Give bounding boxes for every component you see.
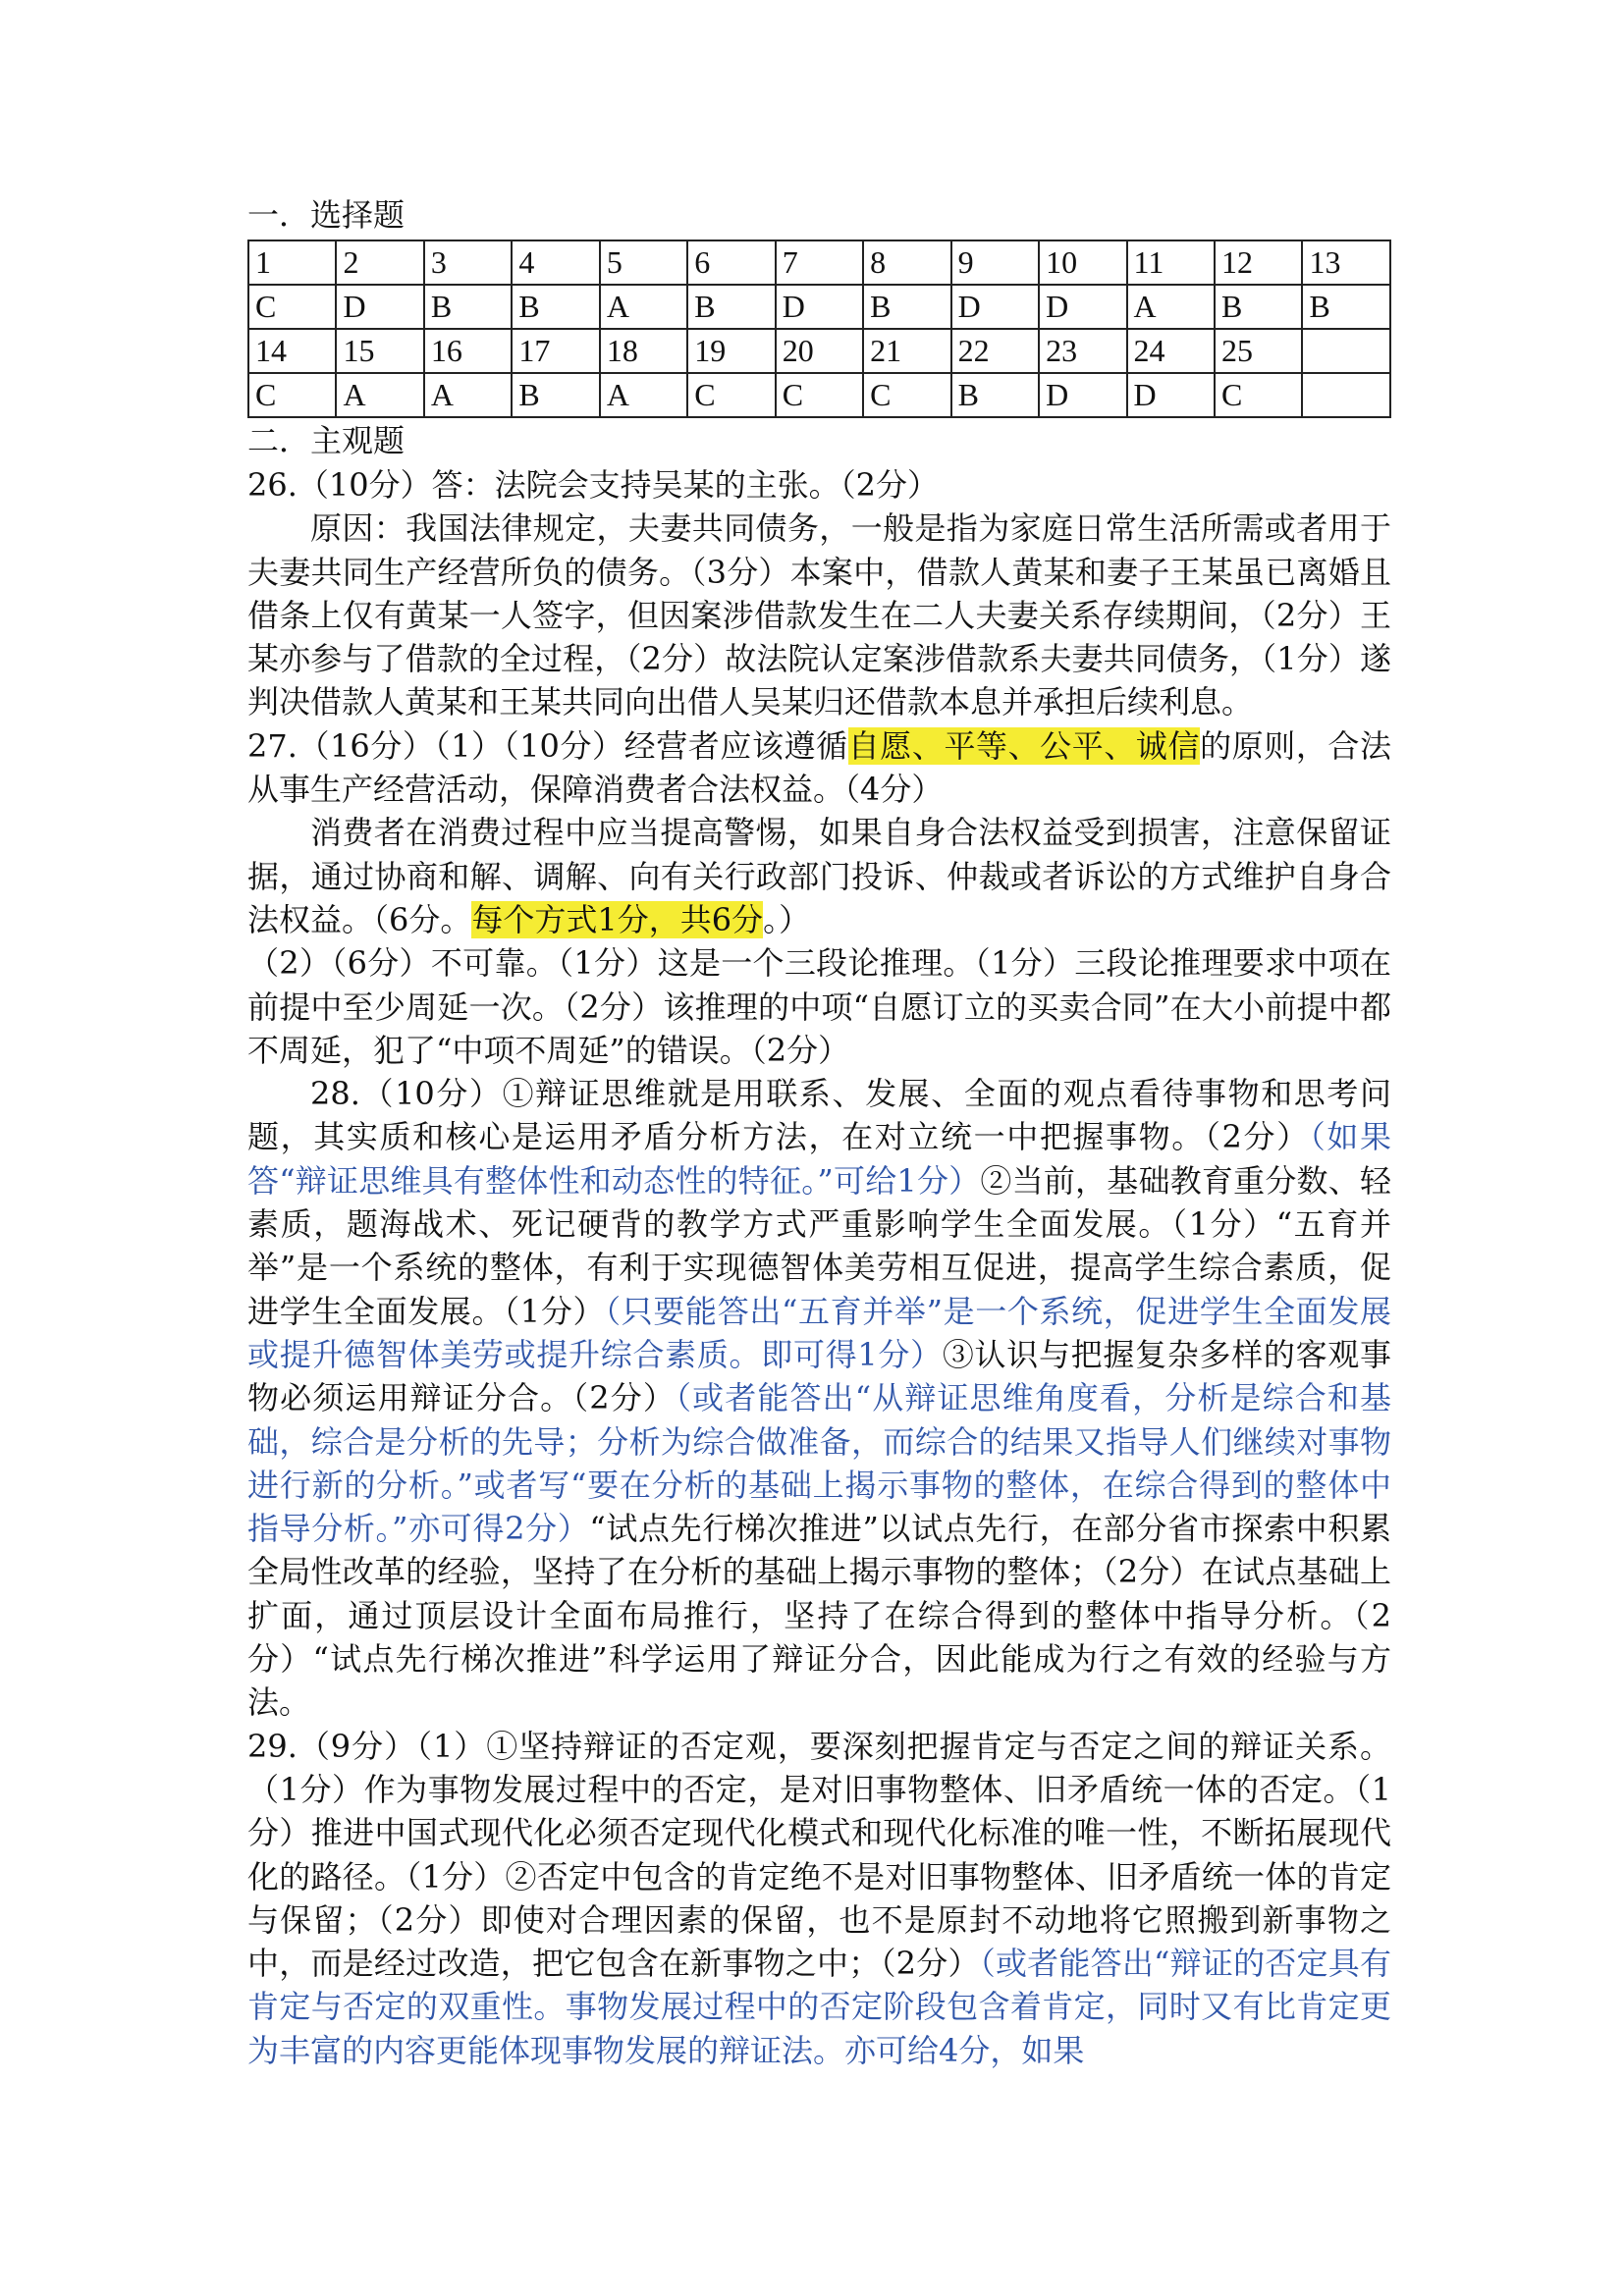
answer-cell: D [951,285,1039,329]
q27-principles-highlight: 自愿、平等、公平、诚信 [847,726,1201,765]
answer-cell: D [336,285,423,329]
answer-cell: B [687,285,775,329]
answer-cell: C [863,373,950,417]
question-number-cell: 22 [951,329,1039,373]
question-number-cell: 16 [424,329,512,373]
q27-paragraph-2 [247,811,1391,941]
question-number-cell: 4 [512,240,599,285]
answer-cell: B [512,285,599,329]
answer-number-row [248,329,1390,373]
q28-text-1: 28.（10分）①辩证思维就是用联系、发展、全面的观点看待事物和思考问题，其实质和核心是运用矛盾分析方法，在对立统一中把握事物。（2分） [247,1075,1391,1156]
answer-number-row [248,240,1390,285]
q27-p2-text-end: 。） [763,900,811,938]
answer-cell: D [776,285,863,329]
q27-paragraph-3: （2）（6分）不可靠。（1分）这是一个三段论推理。（1分）三段论推理要求中项在前提中至少周延一次。（2分）该推理的中项“自愿订立的买卖合同”在大小前提中都不周延，犯了“中项不周延”的错误。（2分） [247,944,1391,1069]
answer-cell: A [600,285,687,329]
question-number-cell: 9 [951,240,1039,285]
q28-note-3: （或者能答出“从辩证思维角度看，分析是综合和基础，综合是分析的先导；分析为综合做准备，而综合的结果又指导人们继续对事物进行新的分析。”或者写“要在分析的基础上揭示事物的整体，在综合得到的整体中指导分析。”亦可得2分） [247,1379,1391,1548]
answer-cell: B [951,373,1039,417]
answer-cell: C [1215,373,1302,417]
question-number-cell: 15 [336,329,423,373]
q27-p2-text: 消费者在消费过程中应当提高警惕，如果自身合法权益受到损害，注意保留证据，通过协商和解、调解、向有关行政部门投诉、仲裁或者诉讼的方式维护自身合法权益。（6分。 [247,814,1391,938]
q28-paragraph [247,1072,1391,1724]
q27-p1-text-end: 的原则，合法从事生产经营活动，保障消费者合法权益。（4分） [247,726,1391,809]
q29-text-1: 29.（9分）（1）①坚持辩证的否定观，要深刻把握肯定与否定之间的辩证关系。（1分）作为事物发展过程中的否定，是对旧事物整体、旧矛盾统一体的否定。（1分）推进中国式现代化必须否定现代化模式和现代化标准的唯一性，不断拓展现代化的路径。（1分）②否定中包含的肯定绝不是对旧事物整体、旧矛盾统一体的肯定与保留；（2分）即使对合理因素的保留，也不是原封不动地将它照搬到新事物之中，而是经过改造，把它包含在新事物之中；（2分） [247,1727,1391,1983]
question-number-cell: 3 [424,240,512,285]
answer-cell: A [1127,285,1215,329]
answer-cell: C [248,373,336,417]
question-number-cell: 6 [687,240,775,285]
question-number-cell: 14 [248,329,336,373]
answer-cell: B [1215,285,1302,329]
q28-note-1: （如果答“辩证思维具有整体性和动态性的特征。”可给1分） [247,1118,1391,1200]
answer-cell: B [512,373,599,417]
question-number-cell: 19 [687,329,775,373]
question-number-cell: 12 [1215,240,1302,285]
q27-p1-text: 27.（16分）（1）（10分）经营者应该遵循 [247,726,848,765]
answer-cell: C [776,373,863,417]
q26-heading: 26.（10分）答：法院会支持吴某的主张。（2分） [247,466,939,504]
question-number-cell: 17 [512,329,599,373]
answer-cell [1302,373,1390,417]
answer-letter-row [248,285,1390,329]
question-number-cell [1302,329,1390,373]
question-number-cell: 8 [863,240,950,285]
question-number-cell: 21 [863,329,950,373]
q28-text-4: “试点先行梯次推进”以试点先行，在部分省市探索中积累全局性改革的经验，坚持了在分析的基础上揭示事物的整体；（2分）在试点基础上扩面，通过顶层设计全面布局推行，坚持了在综合得到的整体中指导分析。（2分）“试点先行梯次推进”科学运用了辩证分合，因此能成为行之有效的经验与方法。 [247,1510,1391,1722]
section-subjective-title: 二．主观题 [247,422,406,459]
answer-letter-row [248,373,1390,417]
q27-paragraph-1 [247,724,1391,812]
q27-scoring-highlight: 每个方式1分，共6分 [471,900,764,938]
answer-cell: D [1127,373,1215,417]
q29-paragraph [247,1725,1391,2072]
answer-cell: A [600,373,687,417]
q29-note-1: （或者能答出“辩证的否定具有肯定与否定的双重性。事物发展过程中的否定阶段包含着肯定，同时又有比肯定更为丰富的内容更能体现事物发展的辩证法。亦可给4分，如果 [247,1945,1391,2069]
answer-cell: D [1039,373,1126,417]
q28-note-2: （只要能答出“五育并举”是一个系统，促进学生全面发展或提升德智体美劳或提升综合素质。即可得1分） [247,1292,1391,1373]
question-number-cell: 1 [248,240,336,285]
section-choice-title: 一．选择题 [247,196,406,234]
question-number-cell: 25 [1215,329,1302,373]
answer-cell: C [248,285,336,329]
question-number-cell: 20 [776,329,863,373]
answer-key-page [247,192,1391,2072]
q28-text-2: ②当前，基础教育重分数、轻素质，题海战术、死记硬背的教学方式严重影响学生全面发展。（1分）“五育并举”是一个系统的整体，有利于实现德智体美劳相互促进，提高学生综合素质，促进学生全面发展。（1分） [247,1161,1391,1330]
answer-cell: A [424,373,512,417]
question-number-cell: 11 [1127,240,1215,285]
question-number-cell: 10 [1039,240,1126,285]
answer-cell: D [1039,285,1126,329]
answer-cell: B [1302,285,1390,329]
answer-table [247,240,1391,418]
question-number-cell: 23 [1039,329,1126,373]
question-number-cell: 18 [600,329,687,373]
question-number-cell: 24 [1127,329,1215,373]
question-number-cell: 7 [776,240,863,285]
answer-cell: B [863,285,950,329]
q26-paragraph: 原因：我国法律规定，夫妻共同债务，一般是指为家庭日常生活所需或者用于夫妻共同生产经营所负的债务。（3分）本案中，借款人黄某和妻子王某虽已离婚且借条上仅有黄某一人签字，但因案涉借款发生在二人夫妻关系存续期间，（2分）王某亦参与了借款的全过程，（2分）故法院认定案涉借款系夫妻共同债务，（1分）遂判决借款人黄某和王某共同向出借人吴某归还借款本息并承担后续利息。 [247,509,1391,721]
question-number-cell: 5 [600,240,687,285]
answer-cell: B [424,285,512,329]
question-number-cell: 2 [336,240,423,285]
q28-text-3: ③认识与把握复杂多样的客观事物必须运用辩证分合。（2分） [247,1335,1391,1417]
answer-cell: A [336,373,423,417]
question-number-cell: 13 [1302,240,1390,285]
answer-cell: C [687,373,775,417]
